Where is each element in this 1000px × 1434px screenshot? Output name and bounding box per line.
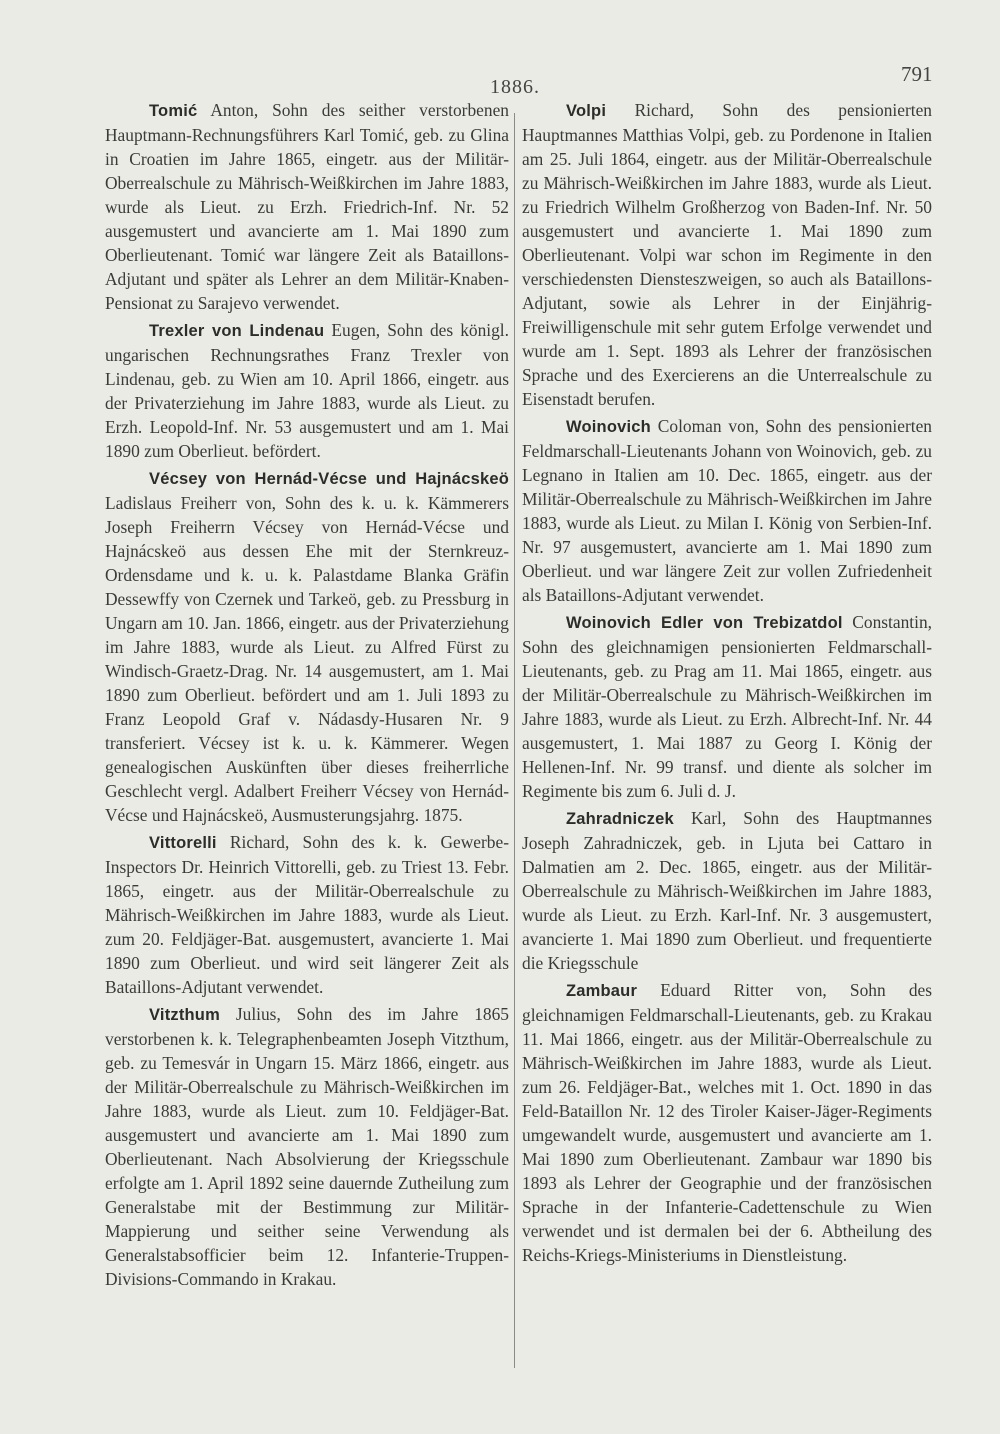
entry-name: Woinovich bbox=[566, 418, 651, 436]
entry-text: Coloman von, Sohn des pensionierten Feldmarschall-Lieutenants Johann von Woinovich, geb. zu Legnano in Italien am 10. Dec. 1865, eingetr. aus der Militär-Oberrealschule zu Mährisch-Weißkirchen im Jahre 1883, wurde als Lieut. zu Milan I. König von Serbien-Inf. Nr. 97 ausgemustert, avancierte am 1. Mai 1890 zum Oberlieut. und war längere Zeit zur vollen Zufriedenheit als Bataillons-Adjutant verwendet. bbox=[522, 416, 932, 605]
entry-name: Tomić bbox=[149, 102, 198, 120]
biography-entry bbox=[522, 98, 932, 411]
entry-name: Vittorelli bbox=[149, 834, 217, 852]
biography-entry bbox=[105, 1002, 509, 1291]
entry-text: Ladislaus Freiherr von, Sohn des k. u. k. Kämmerers Joseph Freiherrn Vécsey von Hernád-Vécse und Hajnácskeö aus dessen Ehe mit der Sternkreuz-Ordensdame und k. u. k. Palastdame Blanka Gräfin Dessewffy von Czernek und Tarkeö, geb. zu Pressburg in Ungarn am 10. Jan. 1866, eingetr. aus der Privaterziehung im Jahre 1883, wurde als Lieut. zu Alfred Fürst zu Windisch-Graetz-Drag. Nr. 14 ausgemustert, am 1. Mai 1890 zum Oberlieut. befördert und am 1. Juli 1893 zu Franz Leopold Graf v. Nádasdy-Husaren Nr. 9 transferiert. Vécsey ist k. u. k. Kämmerer. Wegen genealogischen Auskünften über dieses freiherrliche Geschlecht vergl. Adalbert Freiherr Vécsey von Hernád-Vécse und Hajnácskeö, Ausmusterungsjahrg. 1875. bbox=[105, 493, 509, 825]
entry-name: Zahradniczek bbox=[566, 810, 674, 828]
page-number: 791 bbox=[901, 62, 933, 86]
entry-name: Zambaur bbox=[566, 982, 638, 1000]
header-year: 1886. bbox=[490, 76, 540, 98]
biography-entry bbox=[105, 318, 509, 463]
entry-text: Eduard Ritter von, Sohn des gleichnamigen Feldmarschall-Lieutenants, geb. zu Krakau 11. Mai 1866, eingetr. aus der Militär-Oberrealschule zu Mährisch-Weißkirchen im Jahre 1883, wurde als Lieut. zum 26. Feldjäger-Bat., welches mit 1. Oct. 1890 in das Feld-Bataillon Nr. 12 des Tiroler Kaiser-Jäger-Regiments umgewandelt wurde, ausgemustert und avancierte am 1. Mai 1890 zum Oberlieutenant. Zambaur war 1890 bis 1893 als Lehrer der Geographie und der französischen Sprache in der Infanterie-Cadettenschule zu Wien verwendet und ist dermalen bei der 6. Abtheilung des Reichs-Kriegs-Ministeriums in Dienstleistung. bbox=[522, 980, 932, 1265]
entry-text: Richard, Sohn des k. k. Gewerbe-Inspectors Dr. Heinrich Vittorelli, geb. zu Triest 13. Febr. 1865, eingetr. aus der Militär-Oberrealschule zu Mährisch-Weißkirchen im Jahre 1883, wurde als Lieut. zum 20. Feldjäger-Bat. ausgemustert, avancierte 1. Mai 1890 zum Oberlieut. und wird seit längerer Zeit als Bataillons-Adjutant verwendet. bbox=[105, 832, 509, 997]
entry-text: Eugen, Sohn des königl. ungarischen Rechnungsrathes Franz Trexler von Lindenau, geb. zu Wien am 10. April 1866, eingetr. aus der Privaterziehung im Jahre 1883, wurde als Lieut. zu Erzh. Leopold-Inf. Nr. 53 ausgemustert und am 1. Mai 1890 zum Oberlieut. befördert. bbox=[105, 320, 509, 461]
entry-name: Volpi bbox=[566, 102, 607, 120]
biography-entry bbox=[105, 98, 509, 315]
entry-text: Constantin, Sohn des gleichnamigen pensionierten Feldmarschall-Lieutenants, geb. zu Prag am 11. Mai 1865, eingetr. aus der Militär-Oberrealschule zu Mährisch-Weißkirchen im Jahre 1883, wurde als Lieut. zu Erzh. Albrecht-Inf. Nr. 44 ausgemustert, 1. Mai 1887 zu Georg I. König der Hellenen-Inf. Nr. 99 transf. und diente als solcher im Regimente bis zum 6. Juli d. J. bbox=[522, 612, 932, 801]
right-column bbox=[522, 98, 932, 1270]
biography-entry bbox=[522, 414, 932, 607]
entry-name: Woinovich Edler von Trebizatdol bbox=[566, 614, 843, 632]
column-divider bbox=[514, 113, 515, 1368]
entry-text: Julius, Sohn des im Jahre 1865 verstorbenen k. k. Telegraphenbeamten Joseph Vitzthum, geb. zu Temesvár in Ungarn 15. März 1866, eingetr. aus der Militär-Oberrealschule zu Mährisch-Weißkirchen im Jahre 1883, wurde als Lieut. zum 10. Feldjäger-Bat. ausgemustert und avancierte am 1. Mai 1890 zum Oberlieutenant. Nach Absolvierung der Kriegsschule erfolgte am 1. April 1892 seine dauernde Zutheilung zum Generalstabe mit der Bestimmung zur Militär-Mappierung und seither seine Verwendung als Generalstabsofficier beim 12. Infanterie-Truppen-Divisions-Commando in Krakau. bbox=[105, 1004, 509, 1289]
entry-text: Richard, Sohn des pensionierten Hauptmannes Matthias Volpi, geb. zu Pordenone in Italien am 25. Juli 1864, eingetr. aus der Militär-Oberrealschule zu Mährisch-Weißkirchen im Jahre 1883, wurde als Lieut. zu Friedrich Wilhelm Großherzog von Baden-Inf. Nr. 50 ausgemustert und avancierte 1. Mai 1890 zum Oberlieutenant. Volpi war schon im Regimente in den verschiedensten Diensteszweigen, so auch als Bataillons-Adjutant, sowie als Lehrer in der Einjährig-Freiwilligenschule mit sehr gutem Erfolge verwendet und wurde am 1. Sept. 1893 als Lehrer der französischen Sprache und des Exercierens an die Unterrealschule zu Eisenstadt berufen. bbox=[522, 100, 932, 409]
biography-entry bbox=[105, 466, 509, 827]
entry-name: Vécsey von Hernád-Vécse und Hajnácskeö bbox=[149, 470, 509, 488]
entry-name: Trexler von Lindenau bbox=[149, 322, 325, 340]
biography-entry bbox=[105, 830, 509, 999]
entry-text: Anton, Sohn des seither verstorbenen Hauptmann-Rechnungsführers Karl Tomić, geb. zu Glina in Croatien im Jahre 1865, eingetr. aus der Militär-Oberrealschule zu Mährisch-Weißkirchen im Jahre 1883, wurde als Lieut. zu Erzh. Friedrich-Inf. Nr. 52 ausgemustert und avancierte am 1. Mai 1890 zum Oberlieutenant. Tomić war längere Zeit als Bataillons-Adjutant und später als Lehrer an dem Militär-Knaben-Pensionat zu Sarajevo verwendet. bbox=[105, 100, 509, 313]
entry-name: Vitzthum bbox=[149, 1006, 220, 1024]
biography-entry bbox=[522, 806, 932, 975]
biography-entry bbox=[522, 610, 932, 803]
left-column bbox=[105, 98, 509, 1294]
entry-text: Karl, Sohn des Hauptmannes Joseph Zahradniczek, geb. in Ljuta bei Cattaro in Dalmatien am 2. Dec. 1865, eingetr. aus der Militär-Oberrealschule zu Mährisch-Weißkirchen im Jahre 1883, wurde als Lieut. zu Erzh. Karl-Inf. Nr. 3 ausgemustert, avancierte 1. Mai 1890 zum Oberlieut. und frequentierte die Kriegsschule bbox=[522, 808, 932, 973]
biography-entry bbox=[522, 978, 932, 1267]
